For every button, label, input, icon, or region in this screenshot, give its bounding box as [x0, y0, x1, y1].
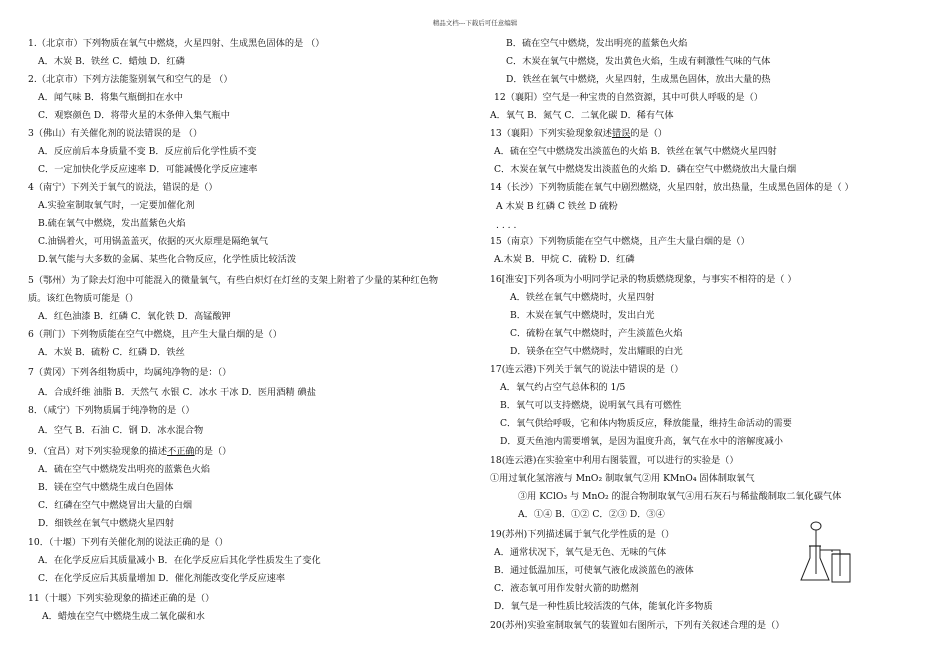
question-line: C．观察颜色 D．将带火星的木条伸入集气瓶中 [38, 110, 230, 121]
question-line: A．硫在空气中燃烧发出淡蓝色的火焰 B．铁丝在氧气中燃烧火星四射 [494, 146, 777, 157]
question-line: 19(苏州)下列描述属于氧气化学性质的是（） [490, 529, 675, 540]
question-line: A.木炭 B．甲烷 C．硫粉 D．红磷 [494, 254, 635, 265]
question-line: ③用 KClO₃ 与 MnO₂ 的混合物制取氧气④用石灰石与稀盐酸制取二氧化碳气体 [518, 491, 842, 502]
question-line: 16[淮安]下列各项为小明同学记录的物质燃烧现象，与事实不相符的是（ ） [490, 274, 797, 285]
question-line: A．木炭 B．铁丝 C．蜡烛 D．红磷 [38, 56, 185, 67]
question-line: 20(苏州)实验室制取氧气的装置如右图所示，下列有关叙述合理的是（） [490, 620, 785, 631]
question-line: A．红色油漆 B．红磷 C．氧化铁 D．高锰酸钾 [38, 311, 231, 322]
question-line: 6（荆门）下列物质能在空气中燃烧，且产生大量白烟的是（） [28, 329, 282, 340]
question-line: 4（南宁）下列关于氧气的说法，错误的是（） [28, 182, 218, 193]
question-line: 10．（十堰）下列有关催化剂的说法正确的是（） [28, 537, 229, 548]
question-line: C．液态氧可用作发射火箭的助燃剂 [494, 583, 639, 594]
question-line: B.硫在氧气中燃烧，发出蓝紫色火焰 [38, 218, 186, 229]
question-line: 18(连云港)在实验室中利用右图装置，可以进行的实验是（） [490, 455, 739, 466]
question-line: B．通过低温加压，可使氧气液化成淡蓝色的液体 [494, 565, 694, 576]
question-line: A．氧气 B．氮气 C．二氧化碳 D．稀有气体 [490, 110, 674, 121]
question-line: A．①④ B．①② C．②③ D．③④ [518, 509, 665, 520]
question-line: D．铁丝在氧气中燃烧，火星四射，生成黑色固体，放出大量的热 [506, 74, 771, 85]
question-line: D．镁条在空气中燃烧时，发出耀眼的白光 [510, 346, 683, 357]
question-line: 质。该红色物质可能是（） [28, 293, 139, 304]
question-line: D．夏天鱼池内需要增氧，是因为温度升高，氧气在水中的溶解度减小 [500, 436, 783, 447]
question-line: C．木炭在氧气中燃烧发出淡蓝色的火焰 D．磷在空气中燃烧放出大量白烟 [494, 164, 797, 175]
question-line: A．空气 B．石油 C．钢 D．冰水混合物 [38, 425, 204, 436]
question-line: A 木炭 B 红磷 C 铁丝 D 硫粉 [496, 201, 618, 212]
question-line: D.氧气能与大多数的金属、某些化合物反应，化学性质比较活泼 [38, 254, 297, 265]
question-line: A．合成纤维 油脂 B．天然气 水银 C．冰水 干冰 D．医用酒精 碘盐 [38, 387, 316, 398]
question-line: 17(连云港)下列关于氧气的说法中错误的是（） [490, 364, 684, 375]
question-line: A．木炭 B．硫粉 C．红磷 D．铁丝 [38, 347, 185, 358]
question-line: A．氧气约占空气总体积的 1/5 [500, 382, 626, 393]
question-line: A．蜡烛在空气中燃烧生成二氧化碳和水 [42, 611, 205, 622]
question-line: A．硫在空气中燃烧发出明亮的蓝紫色火焰 [38, 464, 211, 475]
question-line: C．硫粉在氧气中燃烧时，产生淡蓝色火焰 [510, 328, 683, 339]
question-line: A．通常状况下，氧气是无色、无味的气体 [494, 547, 667, 558]
question-line: B．硫在空气中燃烧，发出明亮的蓝紫色火焰 [506, 38, 688, 49]
question-line: 9．（宜昌）对下列实验现象的描述不正确的是（） [28, 446, 232, 457]
question-line: A.实验室制取氧气时，一定要加催化剂 [38, 200, 195, 211]
question-line: 7（黄冈）下列各组物质中，均属纯净物的是：（） [28, 367, 232, 378]
gas-generation-apparatus-icon [796, 516, 856, 586]
page-header: 精品文档---下载后可任意编辑 [432, 19, 518, 27]
question-line: 13（襄阳）下列实验现象叙述错误的是（） [490, 128, 668, 139]
question-line: C．木炭在氧气中燃烧，发出黄色火焰，生成有刺激性气味的气体 [506, 56, 771, 67]
question-line: 8．（咸宁）下列物质属于纯净物的是（） [28, 405, 195, 416]
question-line: 2.（北京市）下列方法能鉴别氧气和空气的是 （） [28, 74, 233, 85]
question-line: ①用过氧化氢溶液与 MnO₂ 制取氧气②用 KMnO₄ 固体制取氧气 [490, 473, 755, 484]
question-line: 3（佛山）有关催化剂的说法错误的是 （） [28, 128, 203, 139]
question-line: C．一定加快化学反应速率 D．可能减慢化学反应速率 [38, 164, 258, 175]
question-line: A．在化学反应后其质量减小 B．在化学反应后其化学性质发生了变化 [38, 555, 321, 566]
question-line: B．氧气可以支持燃烧，说明氧气具有可燃性 [500, 400, 682, 411]
question-line: D．氧气是一种性质比较活泼的气体，能氧化许多物质 [494, 601, 713, 612]
question-line: C．在化学反应后其质量增加 D．催化剂能改变化学反应速率 [38, 573, 286, 584]
question-line: A．反应前后本身质量不变 B．反应前后化学性质不变 [38, 146, 257, 157]
question-line: 14（长沙）下列物质能在氧气中剧烈燃烧，火星四射，放出热量，生成黑色固体的是（ ） [490, 182, 854, 193]
question-line: 15（南京）下列物质能在空气中燃烧，且产生大量白烟的是（） [490, 236, 750, 247]
question-line: C.油锅着火，可用锅盖盖灭，依据的灭火原理是隔绝氧气 [38, 236, 269, 247]
question-line: B．镁在空气中燃烧生成白色固体 [38, 482, 174, 493]
question-line: C．红磷在空气中燃烧冒出大量的白烟 [38, 500, 193, 511]
question-line: 12（襄阳）空气是一种宝贵的自然资源，其中可供人呼吸的是（） [494, 92, 763, 103]
question-line: 1.（北京市）下列物质在氧气中燃烧，火星四射、生成黑色固体的是 （） [28, 38, 325, 49]
question-line: B．木炭在氧气中燃烧时，发出白光 [510, 310, 655, 321]
question-line: A．铁丝在氧气中燃烧时，火星四射 [510, 292, 655, 303]
question-line: 5（鄂州）为了除去灯泡中可能混入的微量氧气，有些白炽灯在灯丝的支架上附着了少量的某种红色物 [28, 275, 439, 286]
question-line: D．细铁丝在氧气中燃烧火星四射 [38, 518, 174, 529]
question-line: . . . . [496, 220, 517, 231]
question-line: C．氧气供给呼吸，它和体内物质反应，释放能量，维持生命活动的需要 [500, 418, 792, 429]
question-line: 11（十堰）下列实验现象的描述正确的是（） [28, 593, 215, 604]
question-line: A．闻气味 B．将集气瓶倒扣在水中 [38, 92, 183, 103]
